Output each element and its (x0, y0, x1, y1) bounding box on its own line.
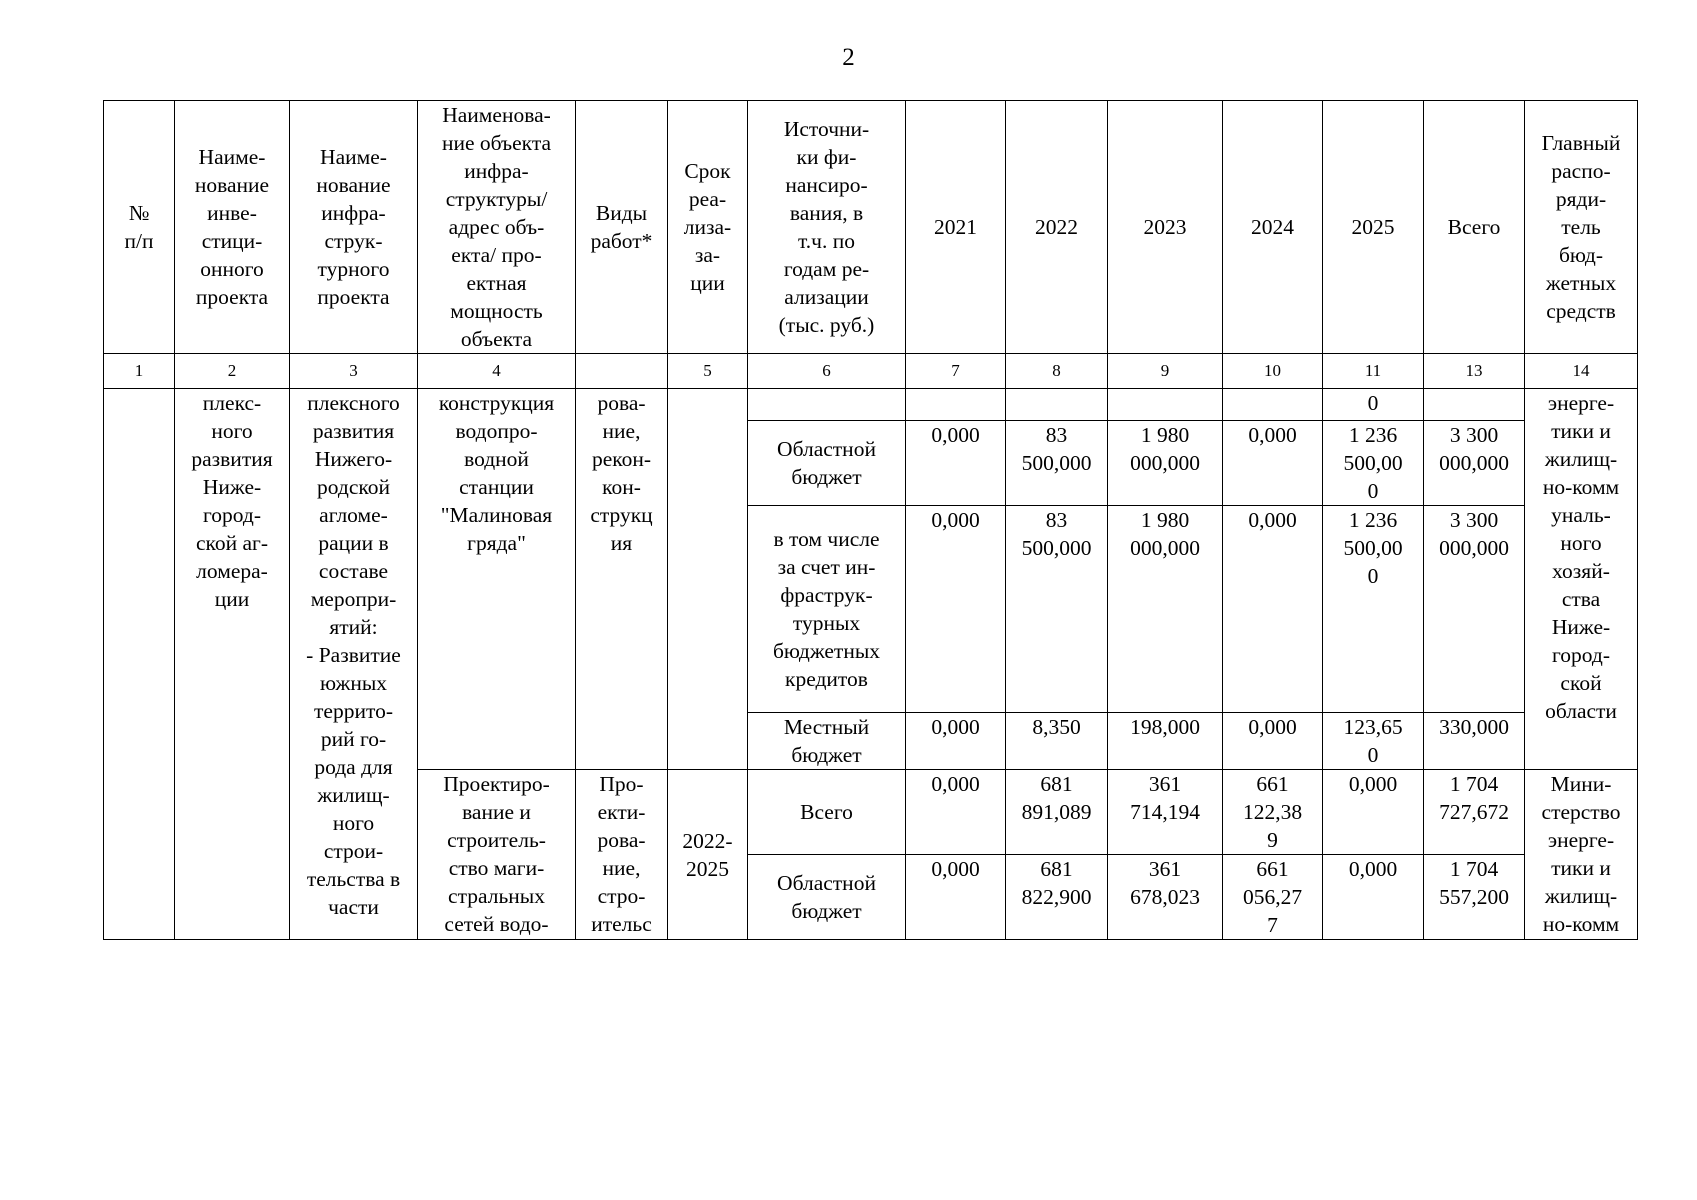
value-2024: 661 056,27 7 (1223, 855, 1323, 940)
value-2025: 0 (1323, 389, 1424, 421)
value-total: 3 300 000,000 (1424, 421, 1525, 506)
period-cell (668, 389, 748, 770)
column-number-row (104, 354, 1638, 389)
col-number: 11 (1323, 354, 1424, 389)
col-header-2021: 2021 (906, 101, 1006, 354)
col-header-2022: 2022 (1006, 101, 1108, 354)
value-2022: 681 891,089 (1006, 770, 1108, 855)
value-2021: 0,000 (906, 506, 1006, 713)
value-2024: 0,000 (1223, 713, 1323, 770)
source-cell: Всего (748, 770, 906, 855)
col-number: 10 (1223, 354, 1323, 389)
col-header-infrastructure-project: Наиме- нование инфра- струк- турного проекта (290, 101, 418, 354)
value-2023: 1 980 000,000 (1108, 421, 1223, 506)
col-header-works: Виды работ* (576, 101, 668, 354)
col-header-sources: Источни- ки фи- нансиро- вания, в т.ч. по годам ре- ализации (тыс. руб.) (748, 101, 906, 354)
source-cell (748, 389, 906, 421)
value-2021: 0,000 (906, 770, 1006, 855)
source-cell: Областной бюджет (748, 421, 906, 506)
value-2025: 1 236 500,00 0 (1323, 421, 1424, 506)
col-number: 14 (1525, 354, 1638, 389)
col-header-total: Всего (1424, 101, 1525, 354)
value-2023 (1108, 389, 1223, 421)
administrator-cell: энерге- тики и жилищ- но-комм уналь- ного хозяй- ства Ниже- город- ской области (1525, 389, 1638, 770)
col-header-2023: 2023 (1108, 101, 1223, 354)
works-cell: рова- ние, рекон- кон- струкц ия (576, 389, 668, 770)
col-number (576, 354, 668, 389)
value-2024: 661 122,38 9 (1223, 770, 1323, 855)
works-cell: Про- екти- рова- ние, стро- ительс (576, 770, 668, 940)
value-2024 (1223, 389, 1323, 421)
value-2021 (906, 389, 1006, 421)
col-number: 6 (748, 354, 906, 389)
col-number: 2 (175, 354, 290, 389)
source-cell: в том числе за счет ин- фраструк- турных бюджетных кредитов (748, 506, 906, 713)
value-2022: 681 822,900 (1006, 855, 1108, 940)
col-number: 1 (104, 354, 175, 389)
value-2025: 0,000 (1323, 855, 1424, 940)
col-number: 5 (668, 354, 748, 389)
value-2025: 1 236 500,00 0 (1323, 506, 1424, 713)
value-2021: 0,000 (906, 855, 1006, 940)
investment-project-cell: плекс- ного развития Ниже- город- ской аг- ломера- ции (175, 389, 290, 940)
administrator-cell: Мини- стерство энерге- тики и жилищ- но-комм (1525, 770, 1638, 940)
col-number: 8 (1006, 354, 1108, 389)
value-2023: 198,000 (1108, 713, 1223, 770)
value-2025: 123,65 0 (1323, 713, 1424, 770)
row-number-cell (104, 389, 175, 940)
period-cell: 2022- 2025 (668, 770, 748, 940)
col-number: 9 (1108, 354, 1223, 389)
col-number: 7 (906, 354, 1006, 389)
value-total: 3 300 000,000 (1424, 506, 1525, 713)
object-name-cell: Проектиро- вание и строитель- ство маги- стральных сетей водо- (418, 770, 576, 940)
infrastructure-project-cell: плексного развития Нижего- родской агломе- рации в составе меропри- ятий: - Развитие южных террито- рий го- рода для жилищ- ного строи- тельства в части (290, 389, 418, 940)
source-cell: Областной бюджет (748, 855, 906, 940)
source-cell: Местный бюджет (748, 713, 906, 770)
value-2021: 0,000 (906, 713, 1006, 770)
value-2021: 0,000 (906, 421, 1006, 506)
value-total (1424, 389, 1525, 421)
header-row (104, 101, 1638, 354)
financing-table (103, 100, 1638, 940)
value-2024: 0,000 (1223, 506, 1323, 713)
col-header-2024: 2024 (1223, 101, 1323, 354)
value-total: 330,000 (1424, 713, 1525, 770)
col-header-number: № п/п (104, 101, 175, 354)
value-total: 1 704 557,200 (1424, 855, 1525, 940)
value-2025: 0,000 (1323, 770, 1424, 855)
page-number: 2 (842, 44, 855, 71)
value-total: 1 704 727,672 (1424, 770, 1525, 855)
object-name-cell: конструкция водопро- водной станции "Малиновая гряда" (418, 389, 576, 770)
value-2024: 0,000 (1223, 421, 1323, 506)
col-number: 3 (290, 354, 418, 389)
table-row (104, 389, 1638, 421)
col-number: 13 (1424, 354, 1525, 389)
col-number: 4 (418, 354, 576, 389)
col-header-period: Срок реа- лиза- за- ции (668, 101, 748, 354)
value-2023: 1 980 000,000 (1108, 506, 1223, 713)
value-2022: 83 500,000 (1006, 421, 1108, 506)
value-2023: 361 678,023 (1108, 855, 1223, 940)
col-header-investment-project: Наиме- нование инве- стици- онного проекта (175, 101, 290, 354)
col-header-object: Наименова- ние объекта инфра- структуры/ адрес объ- екта/ про- ектная мощность объекта (418, 101, 576, 354)
value-2023: 361 714,194 (1108, 770, 1223, 855)
col-header-2025: 2025 (1323, 101, 1424, 354)
value-2022: 8,350 (1006, 713, 1108, 770)
value-2022 (1006, 389, 1108, 421)
value-2022: 83 500,000 (1006, 506, 1108, 713)
col-header-administrator: Главный распо- ряди- тель бюд- жетных средств (1525, 101, 1638, 354)
